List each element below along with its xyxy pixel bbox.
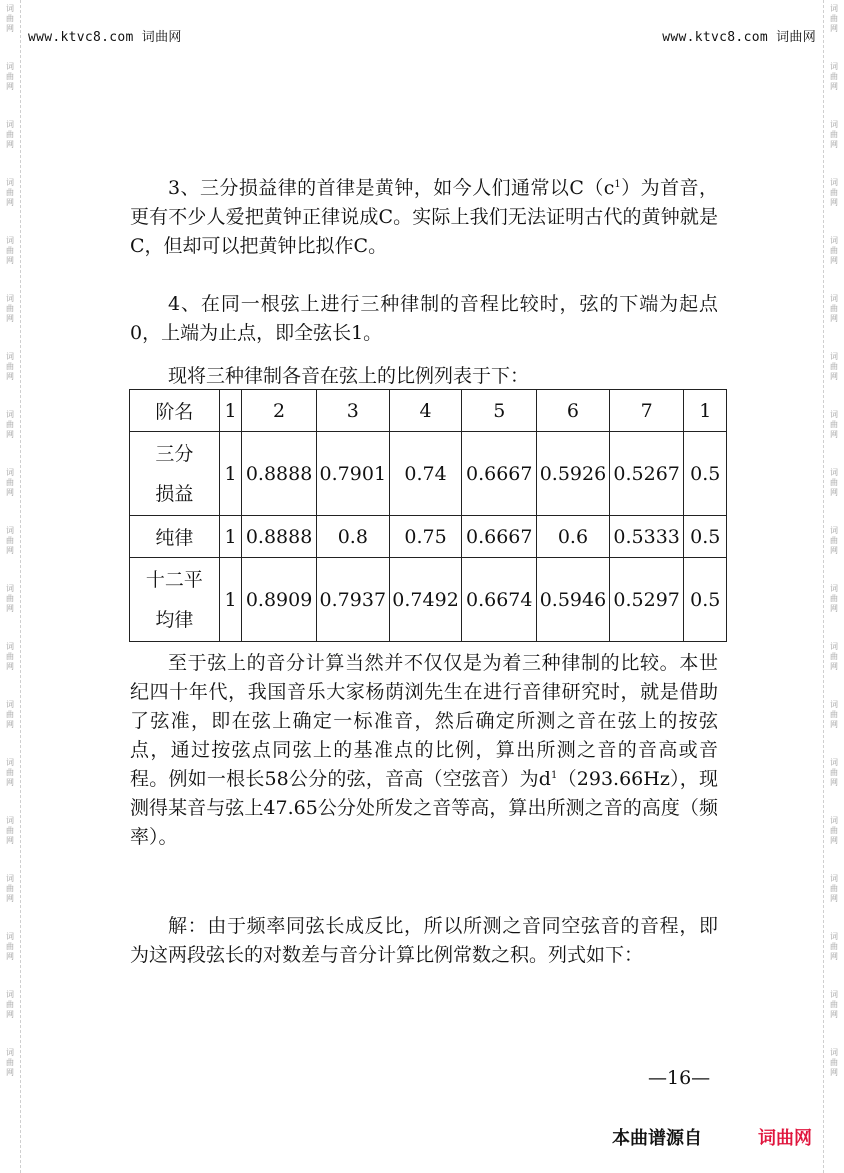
watermark-char: 曲 [830,304,838,313]
watermark-char: 曲 [6,478,14,487]
watermark-char: 曲 [830,14,838,23]
table-cell: 0.5926 [537,432,610,516]
watermark-glyph-group [6,932,14,962]
watermark-char: 网 [830,894,838,903]
table-cell: 1 [219,432,242,516]
table-cell: 0.8 [316,516,389,558]
watermark-char: 曲 [6,652,14,661]
footer-source-label: 本曲谱源自 [612,1128,702,1149]
watermark-glyph-group [830,410,838,440]
watermark-char: 网 [830,1068,838,1077]
watermark-char: 网 [830,836,838,845]
watermark-char: 网 [830,198,838,207]
paragraph-2: 4、在同一根弦上进行三种律制的音程比较时，弦的下端为起点0，上端为止点，即全弦长1。 [130,293,718,344]
table-row [130,516,727,558]
watermark-char: 曲 [6,536,14,545]
watermark-char: 曲 [830,768,838,777]
watermark-char: 曲 [830,536,838,545]
watermark-char: 词 [6,178,14,187]
watermark-char: 曲 [6,1058,14,1067]
paragraph-1: 3、三分损益律的首律是黄钟，如今人们通常以$C(c^1)$为首音，更有不少人爱把黄钟正律说成C。实际上我们无法证明古代的黄钟就是C，但却可以把黄钟比拟作C。 [130,177,718,257]
watermark-char: 词 [830,236,838,245]
watermark-char: 词 [830,932,838,941]
watermark-char: 词 [830,874,838,883]
watermark-char: 词 [6,468,14,477]
watermark-glyph-group [6,758,14,788]
header-cell: 1 [684,390,727,432]
ratio-table [129,389,727,642]
left-watermark-strip [0,0,21,1173]
watermark-glyph-group [6,178,14,208]
watermark-char: 网 [6,1010,14,1019]
watermark-glyph-group [830,816,838,846]
table-cell: 0.7937 [316,558,389,642]
superscript: 1 [550,770,558,781]
watermark-char: 曲 [830,884,838,893]
watermark-char: 曲 [6,14,14,23]
watermark-char: 曲 [830,130,838,139]
header-cell: 2 [242,390,317,432]
table-cell: 0.6667 [462,516,537,558]
watermark-char: 曲 [830,246,838,255]
watermark-char: 曲 [830,188,838,197]
header-cell: 阶名 [130,390,220,432]
watermark-glyph-group [830,468,838,498]
watermark-char: 词 [830,120,838,129]
header-url[interactable]: www.ktvc8.com [662,30,768,45]
watermark-char: 曲 [6,884,14,893]
watermark-char: 词 [830,758,838,767]
row-label: 三分 损益 [130,432,220,516]
header-cell: 5 [462,390,537,432]
header-cell: 6 [537,390,610,432]
watermark-char: 词 [6,1048,14,1057]
watermark-char: 曲 [830,362,838,371]
paragraph-3: 现将三种律制各音在弦上的比例列表于下： [168,365,530,387]
watermark-char: 曲 [6,188,14,197]
table-header-row [130,390,727,432]
watermark-char: 词 [830,700,838,709]
watermark-char: 曲 [830,72,838,81]
header-cell: 1 [219,390,242,432]
table-cell: 0.5 [684,558,727,642]
watermark-char: 网 [6,662,14,671]
watermark-char: 曲 [6,1000,14,1009]
table-cell: 0.75 [389,516,462,558]
watermark-glyph-group [830,120,838,150]
watermark-char: 词 [6,294,14,303]
watermark-glyph-group [830,294,838,324]
watermark-char: 网 [830,952,838,961]
watermark-glyph-group [830,758,838,788]
watermark-char: 网 [830,256,838,265]
watermark-char: 词 [6,932,14,941]
watermark-char: 网 [6,778,14,787]
watermark-glyph-group [6,352,14,382]
table-cell: 0.5267 [609,432,684,516]
watermark-char: 曲 [6,304,14,313]
watermark-char: 词 [6,410,14,419]
watermark-char: 词 [6,758,14,767]
watermark-char: 词 [830,352,838,361]
row-label: 纯律 [130,516,220,558]
footer-site-link[interactable]: 词曲网 [758,1128,812,1149]
watermark-glyph-group [6,816,14,846]
watermark-glyph-group [830,236,838,266]
watermark-char: 曲 [6,594,14,603]
watermark-glyph-group [6,410,14,440]
watermark-char: 网 [6,24,14,33]
watermark-char: 网 [6,488,14,497]
table-row [130,558,727,642]
watermark-glyph-group [6,526,14,556]
header-cell: 7 [609,390,684,432]
watermark-glyph-group [6,700,14,730]
watermark-char: 网 [830,488,838,497]
table-cell: 0.6 [537,516,610,558]
watermark-char: 曲 [830,478,838,487]
watermark-glyph-group [6,62,14,92]
table-cell: 0.5297 [609,558,684,642]
watermark-char: 词 [830,62,838,71]
watermark-char: 词 [6,990,14,999]
paragraph-5: 解：由于频率同弦长成反比，所以所测之音同空弦音的音程，即为这两段弦长的对数差与音分计算比例常数之积。列式如下： [130,915,718,966]
row-label: 十二平 均律 [130,558,220,642]
watermark-char: 网 [6,140,14,149]
table-cell: 0.5 [684,516,727,558]
watermark-glyph-group [830,62,838,92]
watermark-char: 网 [830,140,838,149]
watermark-char: 词 [6,120,14,129]
watermark-char: 词 [6,584,14,593]
table-cell: 1 [219,516,242,558]
watermark-char: 网 [6,836,14,845]
header-left [28,26,182,45]
header-cell: 4 [389,390,462,432]
watermark-char: 曲 [6,826,14,835]
watermark-char: 词 [6,352,14,361]
header-site-name: 词曲网 [776,30,816,45]
watermark-char: 曲 [830,420,838,429]
watermark-char: 网 [830,662,838,671]
watermark-char: 词 [830,4,838,13]
table-cell: 0.5946 [537,558,610,642]
watermark-glyph-group [6,584,14,614]
watermark-char: 词 [830,990,838,999]
watermark-char: 网 [830,372,838,381]
table-cell: 0.74 [389,432,462,516]
watermark-char: 曲 [6,362,14,371]
watermark-char: 曲 [6,72,14,81]
watermark-char: 网 [830,1010,838,1019]
table-cell: 1 [219,558,242,642]
watermark-char: 曲 [6,246,14,255]
watermark-glyph-group [830,352,838,382]
watermark-char: 词 [830,526,838,535]
table-cell: 0.8888 [242,516,317,558]
watermark-char: 网 [6,314,14,323]
right-watermark-strip [823,0,844,1173]
watermark-char: 词 [830,816,838,825]
watermark-glyph-group [6,1048,14,1078]
table-cell: 0.8909 [242,558,317,642]
page-number: —16— [648,1067,711,1089]
watermark-char: 词 [830,642,838,651]
watermark-char: 网 [6,430,14,439]
watermark-glyph-group [6,468,14,498]
watermark-glyph-group [830,990,838,1020]
table-cell: 0.6674 [462,558,537,642]
watermark-char: 曲 [830,1000,838,1009]
watermark-char: 词 [830,178,838,187]
watermark-glyph-group [6,4,14,34]
watermark-glyph-group [6,294,14,324]
watermark-char: 词 [830,410,838,419]
watermark-glyph-group [830,642,838,672]
watermark-char: 网 [6,604,14,613]
table-cell: 0.5333 [609,516,684,558]
watermark-char: 网 [6,82,14,91]
watermark-glyph-group [6,120,14,150]
table-cell: 0.7901 [316,432,389,516]
watermark-glyph-group [830,874,838,904]
watermark-char: 词 [830,584,838,593]
watermark-char: 网 [6,952,14,961]
watermark-char: 曲 [6,942,14,951]
watermark-char: 词 [6,874,14,883]
watermark-char: 词 [6,236,14,245]
watermark-char: 词 [830,468,838,477]
watermark-glyph-group [6,236,14,266]
watermark-char: 词 [6,4,14,13]
watermark-char: 曲 [6,710,14,719]
watermark-char: 网 [830,604,838,613]
watermark-char: 词 [6,526,14,535]
watermark-char: 网 [830,546,838,555]
table-row [130,432,727,516]
watermark-char: 曲 [830,652,838,661]
watermark-glyph-group [830,178,838,208]
header-right [662,26,816,45]
watermark-char: 网 [830,720,838,729]
watermark-char: 词 [830,294,838,303]
watermark-glyph-group [830,584,838,614]
header-site-name: 词曲网 [141,30,182,45]
watermark-char: 网 [6,1068,14,1077]
watermark-char: 网 [6,546,14,555]
watermark-char: 曲 [830,1058,838,1067]
watermark-char: 词 [6,816,14,825]
watermark-char: 曲 [830,594,838,603]
watermark-char: 曲 [6,420,14,429]
watermark-glyph-group [830,932,838,962]
watermark-char: 网 [6,198,14,207]
watermark-glyph-group [830,4,838,34]
table-cell: 0.5 [684,432,727,516]
watermark-char: 词 [830,1048,838,1057]
watermark-char: 曲 [6,130,14,139]
superscript: 1 [614,179,621,190]
header-cell: 3 [316,390,389,432]
watermark-char: 曲 [830,826,838,835]
watermark-glyph-group [6,642,14,672]
watermark-char: 曲 [6,768,14,777]
header-url[interactable]: www.ktvc8.com [28,30,134,45]
watermark-char: 词 [6,62,14,71]
watermark-char: 网 [830,24,838,33]
watermark-char: 网 [830,778,838,787]
table-cell: 0.7492 [389,558,462,642]
watermark-char: 网 [6,894,14,903]
watermark-char: 网 [6,720,14,729]
watermark-glyph-group [830,526,838,556]
watermark-char: 网 [6,372,14,381]
watermark-char: 词 [6,700,14,709]
table-cell: 0.8888 [242,432,317,516]
paragraph-4: 至于弦上的音分计算当然并不仅仅是为着三种律制的比较。本世纪四十年代，我国音乐大家杨荫浏先生在进行音律研究时，就是借助了弦准，即在弦上确定一标准音，然后确定所测之音在弦上的按弦点，通过按弦点同弦上的基准点的比例，算出所测之音的音高或音程。例如一根长58公分的弦，音高（空弦音）为$d^1(293.66Hz)$，现测得某音与弦上47.65公分处所发之音等高，算出所测之音的高度（频率）。 [130,652,719,848]
watermark-glyph-group [830,700,838,730]
watermark-glyph-group [6,990,14,1020]
watermark-char: 网 [6,256,14,265]
watermark-char: 曲 [830,942,838,951]
table-cell: 0.6667 [462,432,537,516]
watermark-char: 词 [6,642,14,651]
watermark-char: 网 [830,430,838,439]
watermark-char: 网 [830,314,838,323]
watermark-glyph-group [6,874,14,904]
watermark-char: 曲 [830,710,838,719]
watermark-glyph-group [830,1048,838,1078]
watermark-char: 网 [830,82,838,91]
